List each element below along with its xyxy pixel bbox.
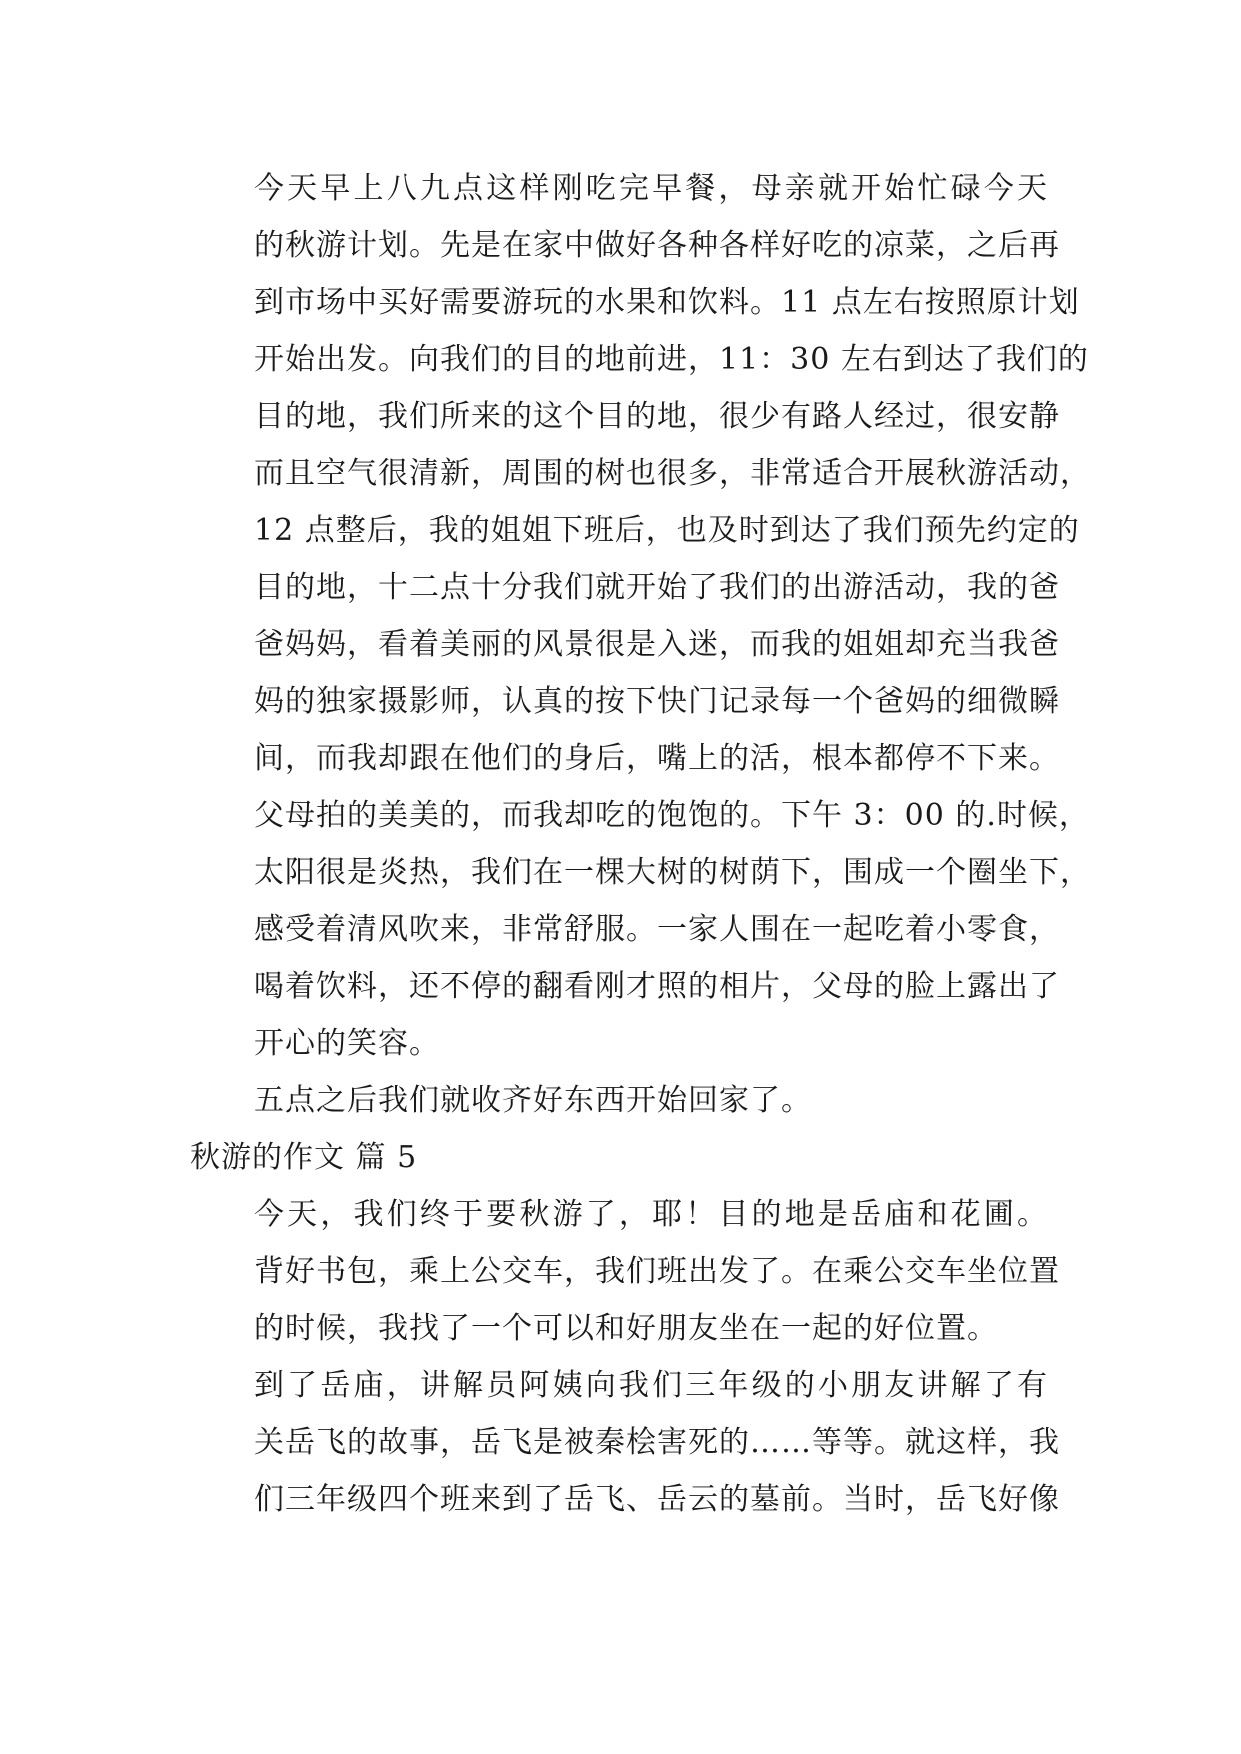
text-line: 间，而我却跟在他们的身后，嘴上的活，根本都停不下来。	[254, 741, 1060, 776]
paragraph-trip-start	[190, 1186, 1060, 1357]
text-line: 目的地，我们所来的这个目的地，很少有路人经过，很安静	[254, 399, 1060, 434]
text-line: 目的地，十二点十分我们就开始了我们的出游活动，我的爸	[254, 570, 1060, 605]
text-line: 背好书包，乘上公交车，我们班出发了。在乘公交车坐位置	[254, 1254, 1060, 1289]
paragraph-return-home	[190, 1072, 1048, 1129]
text-line: 关岳飞的故事，岳飞是被秦桧害死的……等等。就这样，我	[254, 1425, 1060, 1460]
text-line: 的秋游计划。先是在家中做好各种各样好吃的凉菜，之后再	[254, 228, 1060, 263]
text-line: 的时候，我找了一个可以和好朋友坐在一起的好位置。	[254, 1311, 998, 1346]
text-line: 而且空气很清新，周围的树也很多，非常适合开展秋游活动，	[254, 456, 1091, 491]
text-line: 开始出发。向我们的目的地前进，11：30 左右到达了我们的	[254, 342, 1089, 377]
text-line: 到市场中买好需要游玩的水果和饮料。11 点左右按照原计划	[254, 285, 1080, 320]
paragraph-outing-narrative	[190, 160, 1091, 1072]
text-line: 到了岳庙，讲解员阿姨向我们三年级的小朋友讲解了有	[254, 1368, 1048, 1403]
text-line: 父母拍的美美的，而我却吃的饱饱的。下午 3：00 的.时候，	[254, 798, 1090, 833]
text-line: 12 点整后，我的姐姐下班后，也及时到达了我们预先约定的	[254, 513, 1080, 548]
section-heading: 秋游的作文 篇 5	[190, 1140, 418, 1175]
text-line: 今天早上八九点这样刚吃完早餐，母亲就开始忙碌今天	[254, 171, 1048, 206]
text-line: 今天，我们终于要秋游了，耶！目的地是岳庙和花圃。	[254, 1197, 1048, 1232]
text-line: 感受着清风吹来，非常舒服。一家人围在一起吃着小零食，	[254, 912, 1060, 947]
text-line: 喝着饮料，还不停的翻看刚才照的相片，父母的脸上露出了	[254, 969, 1060, 1004]
text-line: 们三年级四个班来到了岳飞、岳云的墓前。当时，岳飞好像	[254, 1482, 1060, 1517]
text-line: 五点之后我们就收齐好东西开始回家了。	[254, 1083, 812, 1118]
text-line: 开心的笑容。	[254, 1026, 440, 1061]
text-line: 爸妈妈，看着美丽的风景很是入迷，而我的姐姐却充当我爸	[254, 627, 1060, 662]
document-body	[190, 160, 1091, 1528]
text-line: 妈的独家摄影师，认真的按下快门记录每一个爸妈的细微瞬	[254, 684, 1060, 719]
text-line: 太阳很是炎热，我们在一棵大树的树荫下，围成一个圈坐下，	[254, 855, 1091, 890]
paragraph-yue-temple	[190, 1357, 1060, 1528]
